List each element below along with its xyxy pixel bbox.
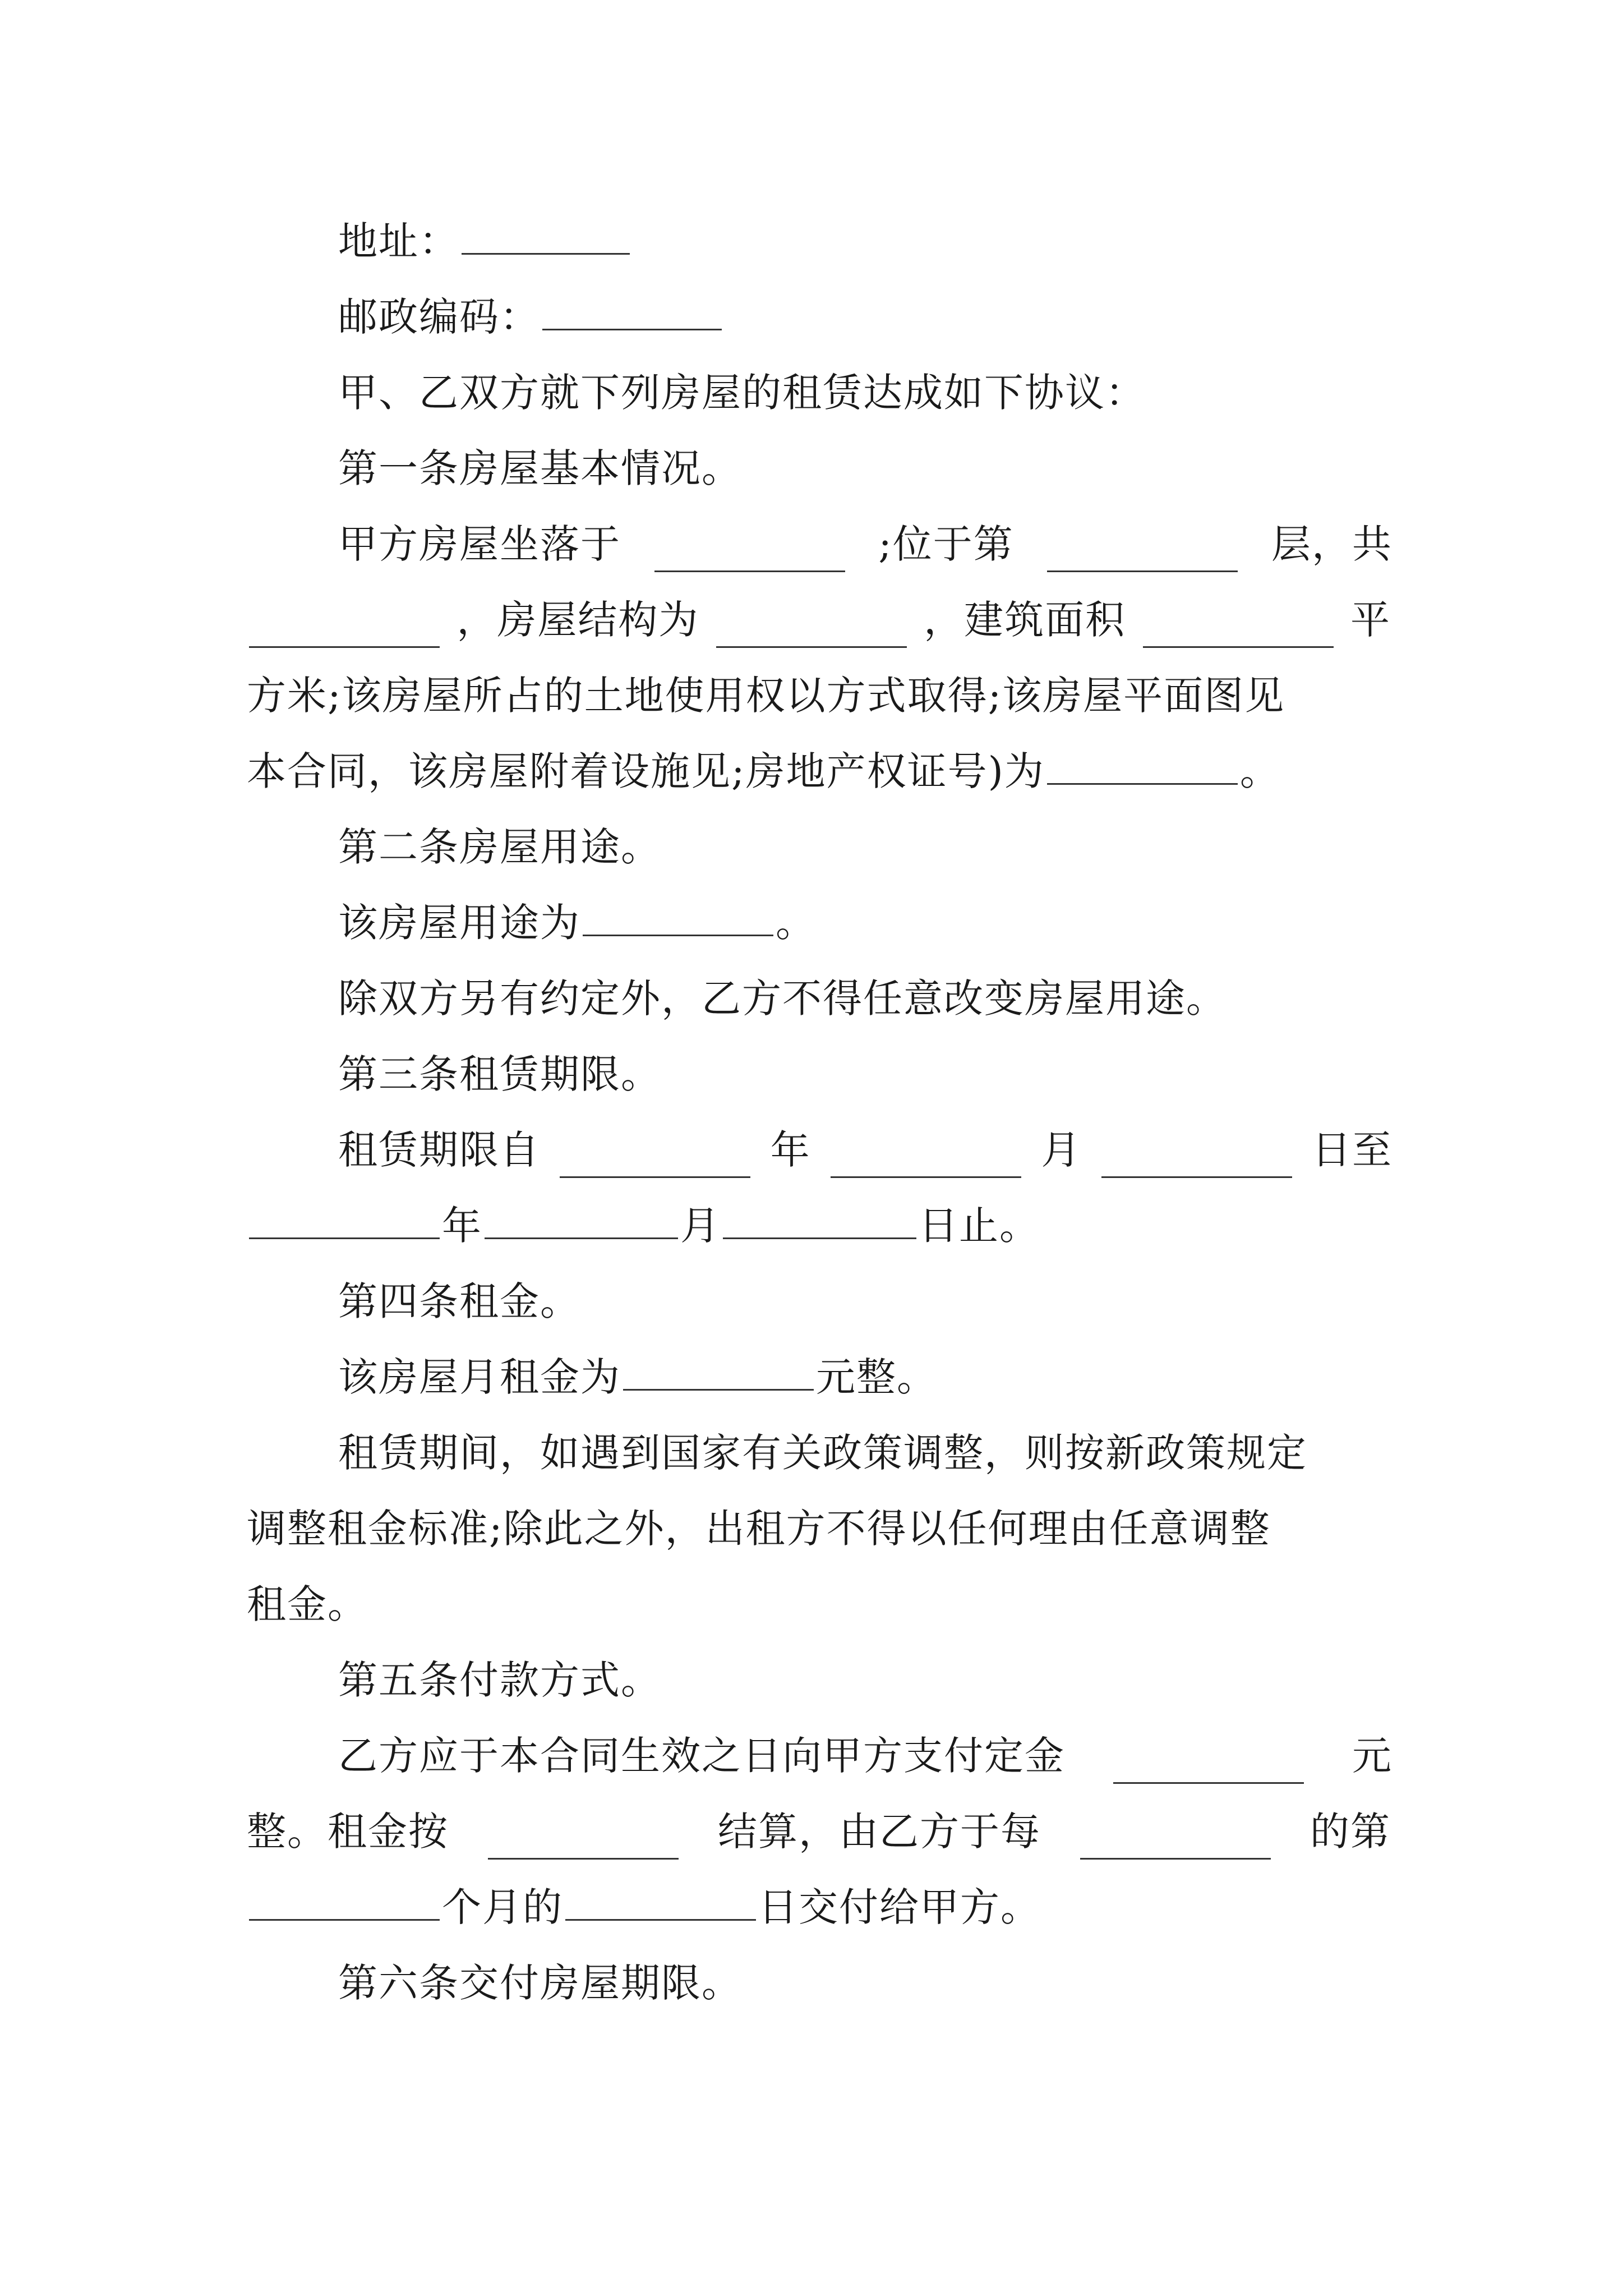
certificate-number-blank — [1047, 752, 1238, 785]
deposit-blank — [1113, 1751, 1304, 1784]
start-month-blank — [831, 1145, 1021, 1178]
start-year-blank — [560, 1145, 750, 1178]
article-4-line-2: 租赁期间，如遇到国家有关政策调整，则按新政策规定 — [338, 1430, 1307, 1476]
article-2-line-1: 该房屋用途为 。 — [338, 900, 816, 946]
article-5-line-2: 整。租金按 结算，由乙方于每 的第 — [247, 1803, 1391, 1860]
address-label: 地址： — [338, 218, 459, 264]
article-5-line-3: 个月的 日交付给甲方。 — [247, 1879, 1391, 1935]
agreement-intro: 甲、乙双方就下列房屋的租赁达成如下协议： — [338, 370, 1146, 416]
postal-code-blank — [542, 297, 722, 330]
area-blank — [1143, 615, 1334, 648]
payment-month-blank — [249, 1888, 440, 1921]
location-blank — [654, 539, 845, 572]
end-day-blank — [723, 1206, 916, 1239]
article-3-line-1: 租赁期限自 年 月 日至 — [338, 1122, 1393, 1178]
usage-blank — [583, 903, 773, 936]
monthly-rent-blank — [623, 1358, 814, 1391]
article-5-heading: 第五条付款方式。 — [338, 1657, 661, 1703]
article-3-heading: 第三条租赁期限。 — [338, 1051, 661, 1097]
article-4-line-3: 调整租金标准;除此之外，出租方不得以任何理由任意调整 — [247, 1506, 1271, 1552]
article-4-heading: 第四条租金。 — [338, 1278, 580, 1324]
start-day-blank — [1101, 1145, 1292, 1178]
article-1-heading: 第一条房屋基本情况。 — [338, 445, 742, 491]
article-1-line-4: 本合同，该房屋附着设施见;房地产权证号)为 。 — [247, 748, 1280, 794]
floor-blank — [1047, 539, 1238, 572]
postal-code-label: 邮政编码： — [338, 294, 540, 340]
payment-day-blank — [565, 1888, 756, 1921]
end-year-blank — [249, 1206, 440, 1239]
address-blank — [462, 222, 630, 255]
article-3-line-2: 年 月 日止。 — [247, 1198, 1391, 1254]
settlement-period-blank — [488, 1826, 679, 1860]
article-4-line-1: 该房屋月租金为 元整。 — [338, 1354, 937, 1400]
structure-blank — [716, 615, 907, 648]
payment-period-blank — [1080, 1826, 1271, 1860]
article-1-line-1: 甲方房屋坐落于 ;位于第 层，共 — [338, 516, 1393, 572]
total-floors-blank — [249, 615, 440, 648]
article-6-heading: 第六条交付房屋期限。 — [338, 1960, 742, 2006]
article-5-line-1: 乙方应于本合同生效之日向甲方支付定金 元 — [338, 1728, 1393, 1784]
article-1-line-3: 方米;该房屋所占的土地使用权以方式取得;该房屋平面图见 — [247, 673, 1285, 719]
article-2-heading: 第二条房屋用途。 — [338, 824, 661, 870]
postal-code-line — [338, 289, 1393, 345]
article-2-line-2: 除双方另有约定外，乙方不得任意改变房屋用途。 — [338, 976, 1227, 1022]
article-4-line-4: 租金。 — [247, 1581, 368, 1627]
address-line — [338, 213, 1393, 269]
article-1-line-2: ，房屋结构为 ，建筑面积 平 — [247, 592, 1391, 648]
end-month-blank — [485, 1206, 678, 1239]
